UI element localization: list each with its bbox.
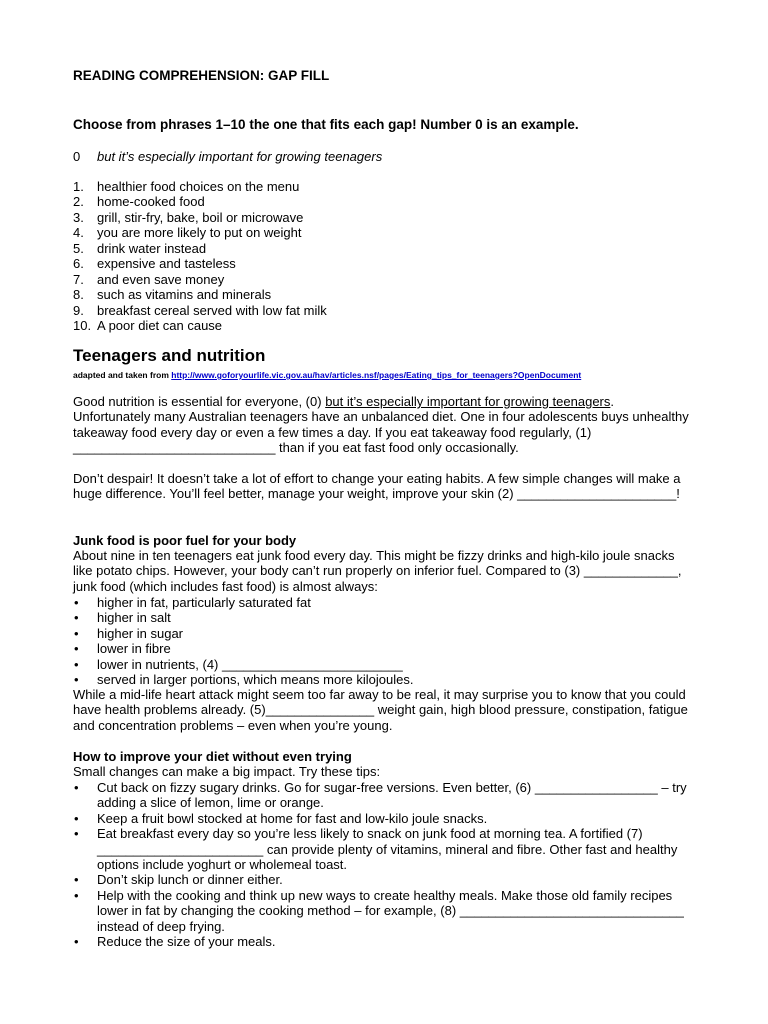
worksheet-title: READING COMPREHENSION: GAP FILL	[73, 68, 330, 83]
list-item: • lower in nutrients, (4) _________________________	[73, 657, 693, 672]
instructions: Choose from phrases 1–10 the one that fits each gap! Number 0 is an example.	[73, 117, 579, 132]
tips-list	[73, 780, 693, 949]
subheading-improve-diet: How to improve your diet without even trying	[73, 749, 352, 764]
phrase-item: 5. drink water instead	[73, 240, 207, 256]
paragraph-3: About nine in ten teenagers eat junk food every day. This might be fizzy drinks and high-kilo joule snacks like potato chips. However, your body can’t run properly on inferior fuel. Compared to (3) _____________, junk food (which includes fast food) is almost always:	[73, 548, 682, 594]
list-item: • Eat breakfast every day so you’re less likely to snack on junk food at morning tea. A fortified (7) _______________________ can provide plenty of vitamins, mineral and fibre. Other fast and healthy options include yoghurt or wholemeal toast.	[73, 826, 693, 872]
example-answer: but it’s especially important for growing teenagers	[325, 394, 611, 409]
example-number: 0	[73, 149, 81, 164]
paragraph-1: Good nutrition is essential for everyone, (0) but it’s especially important for growing teenagers. Unfortunately many Australian teenagers have an unbalanced diet. One in four adolescents buys unhealthy takeaway food every day or even a few times a day. If you eat takeaway food regularly, (1) ____________________________ than if you eat fast food only occasionally.	[73, 394, 689, 456]
phrase-item: 7. and even save money	[73, 271, 225, 287]
phrase-item: 2. home-cooked food	[73, 194, 205, 210]
list-item: • Keep a fruit bowl stocked at home for fast and low-kilo joule snacks.	[73, 811, 693, 826]
paragraph-2: Don’t despair! It doesn’t take a lot of effort to change your eating habits. A few simple changes will make a huge difference. You’ll feel better, manage your weight, improve your skin (2) ______________________!	[73, 471, 681, 502]
list-item: • Don’t skip lunch or dinner either.	[73, 872, 693, 887]
list-item: • served in larger portions, which means more kilojoules.	[73, 672, 693, 687]
phrase-item: 10. A poor diet can cause	[73, 317, 223, 333]
phrase-item: 6. expensive and tasteless	[73, 256, 236, 272]
article-heading: Teenagers and nutrition	[73, 346, 266, 365]
list-item: • Cut back on fizzy sugary drinks. Go for sugar-free versions. Even better, (6) _________________ – try adding a slice of lemon, lime or orange.	[73, 780, 693, 811]
list-item: • lower in fibre	[73, 641, 693, 656]
phrase-list	[73, 179, 327, 333]
junk-food-list	[73, 595, 693, 687]
list-item: • higher in sugar	[73, 626, 693, 641]
list-item: • higher in salt	[73, 610, 693, 625]
list-item: • Reduce the size of your meals.	[73, 934, 693, 949]
example-phrase	[73, 149, 382, 164]
paragraph-4: While a mid-life heart attack might seem too far away to be real, it may surprise you to know that you could have health problems already. (5)_______________ weight gain, high blood pressure, constipation, fatigue and concentration problems – even when you’re young.	[73, 687, 688, 733]
phrase-item: 4. you are more likely to put on weight	[73, 225, 302, 241]
paragraph-5: Small changes can make a big impact. Try these tips:	[73, 764, 381, 779]
article-source: adapted and taken from http://www.goforyourlife.vic.gov.au/hav/articles.nsf/pages/Eating_tips_for_teenagers?OpenDocument	[73, 370, 582, 380]
phrase-item: 8. such as vitamins and minerals	[73, 287, 272, 303]
phrase-item: 9. breakfast cereal served with low fat milk	[73, 302, 327, 318]
source-link[interactable]: http://www.goforyourlife.vic.gov.au/hav/articles.nsf/pages/Eating_tips_for_teenagers?OpenDocument	[171, 370, 582, 380]
list-item: • higher in fat, particularly saturated fat	[73, 595, 693, 610]
example-text: but it’s especially important for growing teenagers	[97, 149, 383, 164]
list-item: • Help with the cooking and think up new ways to create healthy meals. Make those old family recipes lower in fat by changing the cooking method – for example, (8) _______________________________ instead of deep frying.	[73, 888, 693, 934]
phrase-item: 3. grill, stir-fry, bake, boil or microwave	[73, 209, 304, 225]
phrase-item: 1. healthier food choices on the menu	[73, 179, 300, 194]
subheading-junk-food: Junk food is poor fuel for your body	[73, 533, 297, 548]
